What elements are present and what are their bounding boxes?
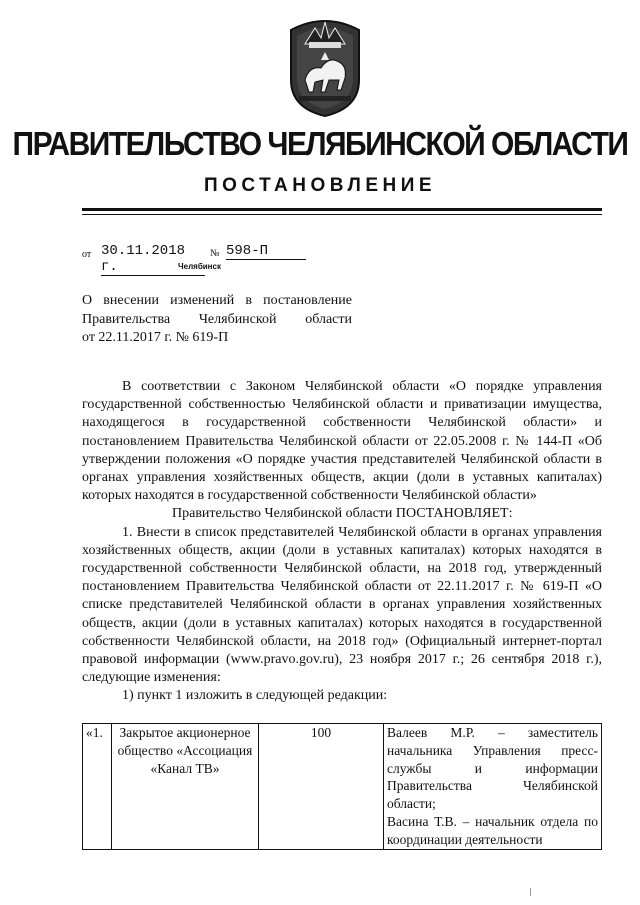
subject-line: от 22.11.2017 г. № 619-П — [82, 330, 229, 345]
subject-line: Правительства Челябинской области — [82, 311, 352, 327]
header-divider-thick — [82, 208, 602, 211]
coat-of-arms-emblem — [285, 8, 365, 120]
representatives-cell — [384, 724, 602, 850]
table-row — [83, 724, 602, 850]
representative-entry: Васина Т.В. – начальник отдела по координации деятельности — [387, 813, 598, 847]
company-name-cell: Закрытое акционерное общество «Ассоциация «Канал ТВ» — [112, 724, 259, 850]
document-body — [82, 378, 602, 706]
scan-mark — [530, 888, 536, 896]
resolution-heading: Правительство Челябинской области ПОСТАНОВЛЯЕТ: — [172, 506, 513, 522]
subject-line: О внесении изменений в постановление — [82, 293, 352, 308]
subpoint-1-paragraph: 1) пункт 1 изложить в следующей редакции: — [122, 688, 388, 704]
point-1-paragraph: 1. Внести в список представителей Челябинской области в органах управления хозяйственных обществ, акции (доли в уставных капиталах) которых находятся в государственной собственности Челябинской области, на 2018 год, утвержденный постановлением Правительства Челябинской области от 22.11.2017 г. № 619-П «О списке представителей Челябинской области в органах управления хозяйственных обществ, акции (доли в уставных капиталах) которых находятся в государственной собственности Челябинской области, на 2018 год» (Официальный интернет-портал правовой информации (www.pravo.gov.ru), 23 ноября 2017 г.; 26 сентября 2018 г.), следующие изменения: — [82, 524, 602, 686]
representatives-table — [82, 723, 602, 850]
share-cell: 100 — [259, 724, 384, 850]
government-title: ПРАВИТЕЛЬСТВО ЧЕЛЯБИНСКОЙ ОБЛАСТИ — [12, 125, 628, 163]
document-date: 30.11.2018 г. — [101, 243, 205, 276]
date-prefix: от — [82, 249, 92, 260]
city-name: Челябинск — [178, 262, 221, 271]
preamble-paragraph: В соответствии с Законом Челябинской области «О порядке управления государственной собственностью Челябинской области и приватизации имущества, находящегося в государственной собственности Челябинской области» и постановлением Правительства Челябинской области от 22.05.2008 г. № 144-П «Об утверждении положения «О порядке участия представителей Челябинской области в органах управления хозяйственных обществ, акции (доли в уставных капиталах) которых находятся в государственной собственности Челябинской области» — [82, 379, 602, 504]
number-label: № — [210, 248, 220, 259]
document-subject — [82, 292, 352, 348]
row-number-cell: «1. — [83, 724, 112, 850]
header-divider-thin — [82, 214, 602, 215]
document-number: 598-П — [226, 243, 306, 260]
document-type: ПОСТАНОВЛЕНИЕ — [203, 175, 437, 196]
representative-entry: Валеев М.Р. – заместитель начальника Управления пресс-службы и информации Правительства Челябинской области; — [387, 725, 598, 812]
